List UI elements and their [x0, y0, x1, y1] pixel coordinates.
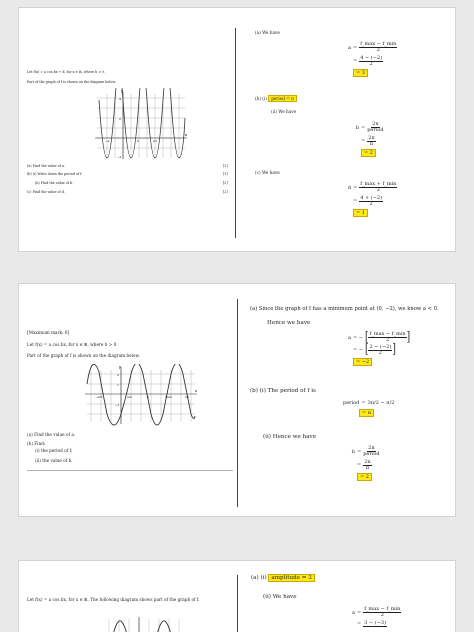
slide-2: [18, 283, 456, 517]
question-marks: [2]: [223, 190, 228, 194]
question-b-ii: (ii) the value of b.: [35, 458, 73, 463]
question-marks: [2]: [223, 181, 228, 185]
solution-c-heading: (c) We have: [255, 170, 280, 175]
answer-box: = π: [359, 409, 374, 417]
function-graph: [77, 88, 189, 160]
solution-b-heading: (b) (i) The period of f is: [250, 388, 316, 394]
answer-box: = −2: [353, 358, 372, 366]
solution-b-heading: (b) (i) period = π: [255, 96, 297, 101]
solution-a-heading: (a) (i) amplitude = 3: [251, 575, 315, 581]
axis-label-y: y: [119, 365, 121, 369]
solution-a-heading: (a) Since the graph of f has a minimum point at (0, −2), we know a < 0.: [250, 306, 439, 312]
problem-part-text: Part of the graph of f is shown on the diagram below.: [27, 353, 140, 358]
solution-a-math: a = − [ $\frac{f\_\max - f\_\min}{2}$ ] = − [ $\frac{2 - (-2)}{2}$ ] = −2: [341, 332, 410, 366]
x-tick-label: −π/2: [95, 395, 103, 399]
answer-box: = 3: [353, 69, 368, 77]
x-tick-label: 2π: [185, 395, 189, 399]
problem-definition: Let f(x) = a cos bx, for x ∈ ℝ, where b > 0.: [27, 342, 118, 347]
max-mark: [Maximum mark: 6]: [27, 330, 70, 335]
answer-box: amplitude = 3: [268, 574, 314, 582]
x-tick-label: π: [137, 139, 139, 143]
solution-a-ii-heading: (ii) We have: [263, 594, 297, 600]
y-tick-label: 4: [119, 97, 121, 101]
axis-label-x: x: [185, 133, 187, 137]
x-tick-label: −π: [105, 139, 110, 143]
slide-1: [18, 7, 456, 252]
problem-definition: Let f(x) = a cos bx + d, for x ∈ ℝ, where b > 0.: [27, 70, 106, 74]
solution-b-math: b = $\frac{2\pi}{\text{period}}$ = $\frac{2\pi}{\pi}$ = 2: [355, 121, 384, 156]
solution-c-math: d = $\frac{f\_\max + f\_\min}{2}$ = $\frac{4 + (-2)}{2}$ = 1: [347, 181, 397, 216]
solution-b-ii-heading: (ii) Hence we have: [263, 434, 317, 440]
question-a: (a) Find the value of a.: [27, 432, 76, 437]
axis-label-x: x: [195, 389, 197, 393]
x-tick-label: π/2: [127, 395, 132, 399]
x-tick-label: 2π: [153, 139, 157, 143]
slide-divider: [235, 28, 236, 238]
cosine-curve: [99, 88, 185, 158]
cosine-curve: [113, 621, 171, 632]
question-b: (b) Find:: [27, 441, 46, 446]
slide-3: [18, 560, 456, 632]
y-tick-label: 1: [117, 383, 119, 387]
question-b-i: (i) the period of f;: [35, 448, 73, 453]
y-tick-label: 2: [119, 117, 121, 121]
section-rule: [27, 470, 233, 471]
problem-definition: Let f(x) = a cos bx, for x ∈ ℝ. The following diagram shows part of the graph of f.: [27, 597, 200, 602]
problem-part-text: Part of the graph of f is shown on the diagram below.: [27, 80, 116, 84]
answer-box: = 2: [361, 149, 376, 157]
solution-b-ii-math: b = $\frac{2\pi}{\text{period}}$ = $\frac{2\pi}{\pi}$ = 2: [351, 445, 380, 480]
solution-a-math: a = $\frac{f\_\max - f\_\min}{2}$ = 3 − (−3): [352, 606, 401, 627]
question-marks: [2]: [223, 164, 228, 168]
function-graph: [99, 615, 199, 632]
y-tick-label: 2: [117, 373, 119, 377]
question-b-i: (b) (i) Write down the period of f.: [27, 172, 83, 176]
solution-a-math: a = $\frac{f\_\max - f\_\min}{2}$ = $\frac{4 - (-2)}{2}$ = 3: [348, 41, 397, 76]
question-c: (c) Find the value of d.: [27, 190, 65, 194]
question-marks: [1]: [223, 172, 228, 176]
answer-box: = 1: [353, 209, 368, 217]
x-tick-label: π: [147, 395, 149, 399]
solution-a-sub: Hence we have: [267, 320, 311, 326]
y-tick-label: −2: [117, 155, 122, 159]
solution-b-math: period = 3π/2 − π/2 = π: [343, 400, 395, 416]
answer-box: period = π: [268, 95, 297, 102]
question-b-ii: (ii) Find the value of b.: [35, 181, 74, 185]
slide-divider: [237, 575, 238, 632]
function-graph: [81, 364, 201, 426]
solution-a-heading: (a) We have: [255, 30, 280, 35]
x-tick-label: 3π/2: [165, 395, 172, 399]
y-tick-label: −1: [115, 403, 120, 407]
slide-divider: [237, 299, 238, 507]
question-a: (a) Find the value of a.: [27, 164, 65, 168]
solution-b-ii-heading: (ii) We have: [271, 109, 297, 114]
answer-box: = 2: [357, 473, 372, 481]
axis-label-y: y: [121, 89, 123, 93]
